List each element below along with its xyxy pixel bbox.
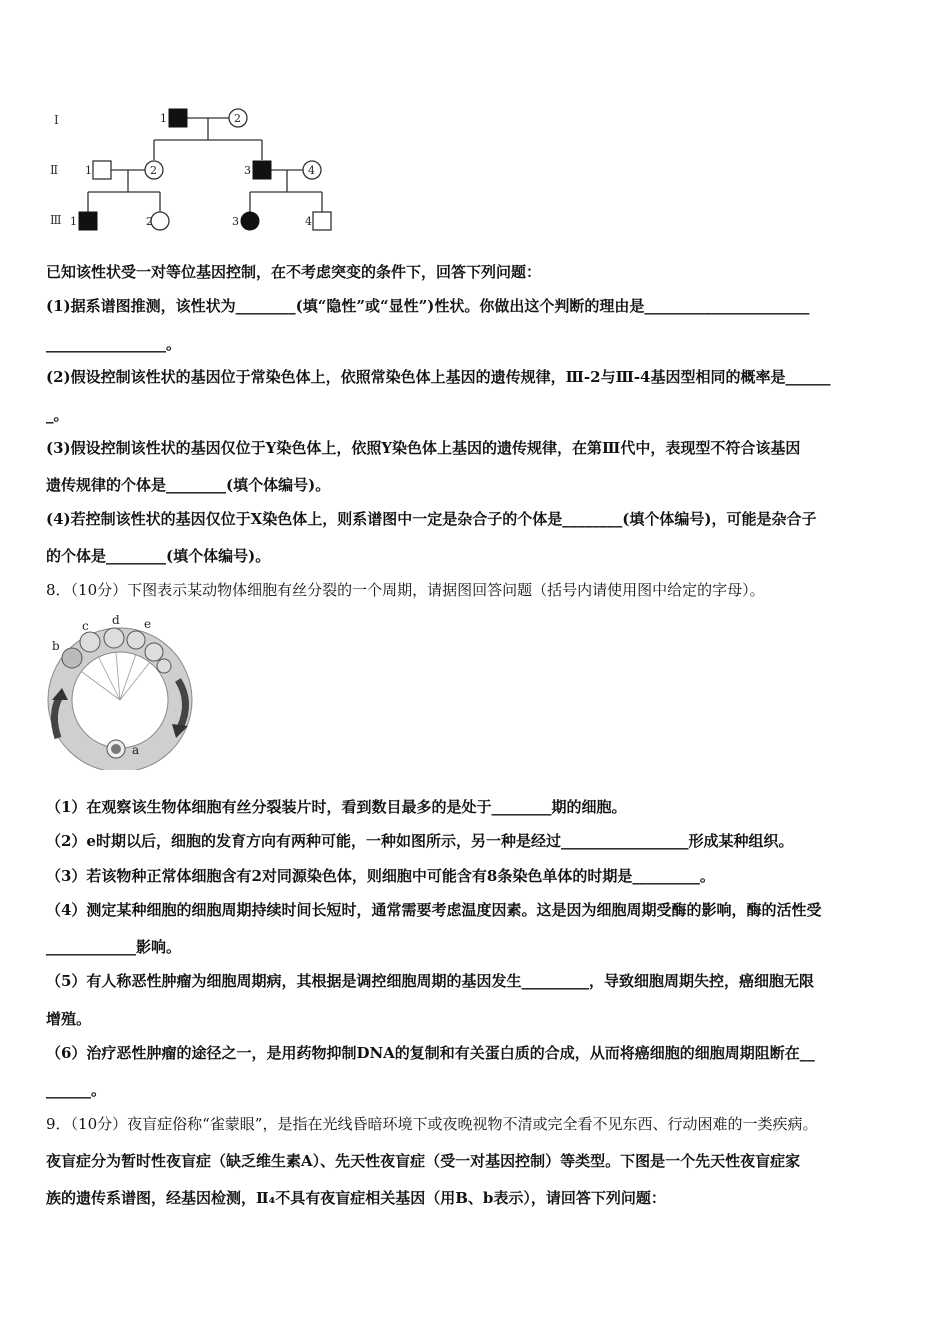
individual-number: 1 [85, 164, 92, 177]
individual-number: 2 [146, 215, 153, 228]
stage-label-d: d [112, 613, 120, 627]
cell-stage-c [80, 632, 100, 652]
individual-number: 3 [244, 164, 251, 177]
question-8-5-line-2: 增殖。 [46, 1010, 92, 1028]
female-affected [241, 212, 259, 230]
question-2-line-2: _。 [46, 406, 69, 424]
question-8-1: （1）在观察该生物体细胞有丝分裂装片时，看到数目最多的是处于________期的细胞。 [46, 798, 627, 816]
generation-label: Ⅲ [50, 213, 62, 227]
question-8-4-line-1: （4）测定某种细胞的细胞周期持续时间长短时，通常需要考虑温度因素。这是因为细胞周期受酶的影响，酶的活性受 [46, 901, 822, 919]
pedigree-chart [40, 100, 350, 240]
stage-label-b: b [52, 639, 60, 653]
individual-number: 4 [305, 215, 312, 228]
female-normal [151, 212, 169, 230]
question-intro: 已知该性状受一对等位基因控制，在不考虑突变的条件下，回答下列问题： [46, 263, 542, 281]
individual-number: 1 [160, 112, 167, 125]
individual-number: 4 [308, 164, 315, 177]
question-9-line-2: 夜盲症分为暂时性夜盲症（缺乏维生素A）、先天性夜盲症（受一对基因控制）等类型。下图是一个先天性夜盲症家 [46, 1152, 801, 1170]
male-normal [313, 212, 331, 230]
question-8-title: 8．（10分）下图表示某动物体细胞有丝分裂的一个周期，请据图回答问题（括号内请使用图中给定的字母）。 [46, 581, 765, 599]
question-2-line-1: (2)假设控制该性状的基因位于常染色体上，依照常染色体上基因的遗传规律，Ⅲ-2与Ⅲ-4基因型相同的概率是______ [46, 368, 831, 386]
male-affected [79, 212, 97, 230]
question-1-line-2: ________________。 [46, 335, 182, 353]
male-affected [169, 109, 187, 127]
stage-label-a: a [132, 743, 140, 757]
generation-label: Ⅱ [50, 163, 59, 177]
stage-label-c: c [82, 619, 89, 633]
cell-stage-e [145, 643, 163, 661]
individual-number: 3 [232, 215, 239, 228]
cell-cycle-diagram [40, 610, 200, 770]
question-8-6-line-1: （6）治疗恶性肿瘤的途径之一，是用药物抑制DNA的复制和有关蛋白质的合成，从而将癌细胞的细胞周期阻断在__ [46, 1044, 815, 1062]
question-4-line-1: (4)若控制该性状的基因仅位于X染色体上，则系谱图中一定是杂合子的个体是________(填个体编号)，可能是杂合子 [46, 510, 817, 528]
generation-label: Ⅰ [54, 113, 59, 127]
question-4-line-2: 的个体是________(填个体编号)。 [46, 547, 271, 565]
cell-stage-e2 [157, 659, 171, 673]
individual-number: 2 [150, 164, 157, 177]
individual-number: 2 [234, 112, 241, 125]
question-8-4-line-2: ____________影响。 [46, 938, 182, 956]
individual-number: 1 [70, 215, 77, 228]
male-affected [253, 161, 271, 179]
question-8-5-line-1: （5）有人称恶性肿瘤为细胞周期病，其根据是调控细胞周期的基因发生_________，导致细胞周期失控，癌细胞无限 [46, 972, 814, 990]
question-9-line-3: 族的遗传系谱图，经基因检测，Ⅱ₄不具有夜盲症相关基因（用B、b表示），请回答下列问题： [46, 1189, 666, 1207]
question-8-2: （2）e时期以后，细胞的发育方向有两种可能，一种如图所示，另一种是经过_________________形成某种组织。 [46, 832, 794, 850]
cell-stage-d [104, 628, 124, 648]
cell-stage-b [62, 648, 82, 668]
question-9-line-1: 9．（10分）夜盲症俗称“雀蒙眼”，是指在光线昏暗环境下或夜晚视物不清或完全看不见东西、行动困难的一类疾病。 [46, 1115, 818, 1133]
question-8-6-line-2: ______。 [46, 1081, 107, 1099]
cell-stage-d2 [127, 631, 145, 649]
question-3-line-1: (3)假设控制该性状的基因仅位于Y染色体上，依照Y染色体上基因的遗传规律，在第Ⅲ代中，表现型不符合该基因 [46, 439, 801, 457]
male-normal [93, 161, 111, 179]
stage-label-e: e [144, 617, 152, 631]
question-8-3: （3）若该物种正常体细胞含有2对同源染色体，则细胞中可能含有8条染色单体的时期是_________。 [46, 867, 715, 885]
question-1-line-1: (1)据系谱图推测，该性状为________(填“隐性”或“显性”)性状。你做出这个判断的理由是______________________ [46, 297, 810, 315]
question-3-line-2: 遗传规律的个体是________(填个体编号)。 [46, 476, 331, 494]
